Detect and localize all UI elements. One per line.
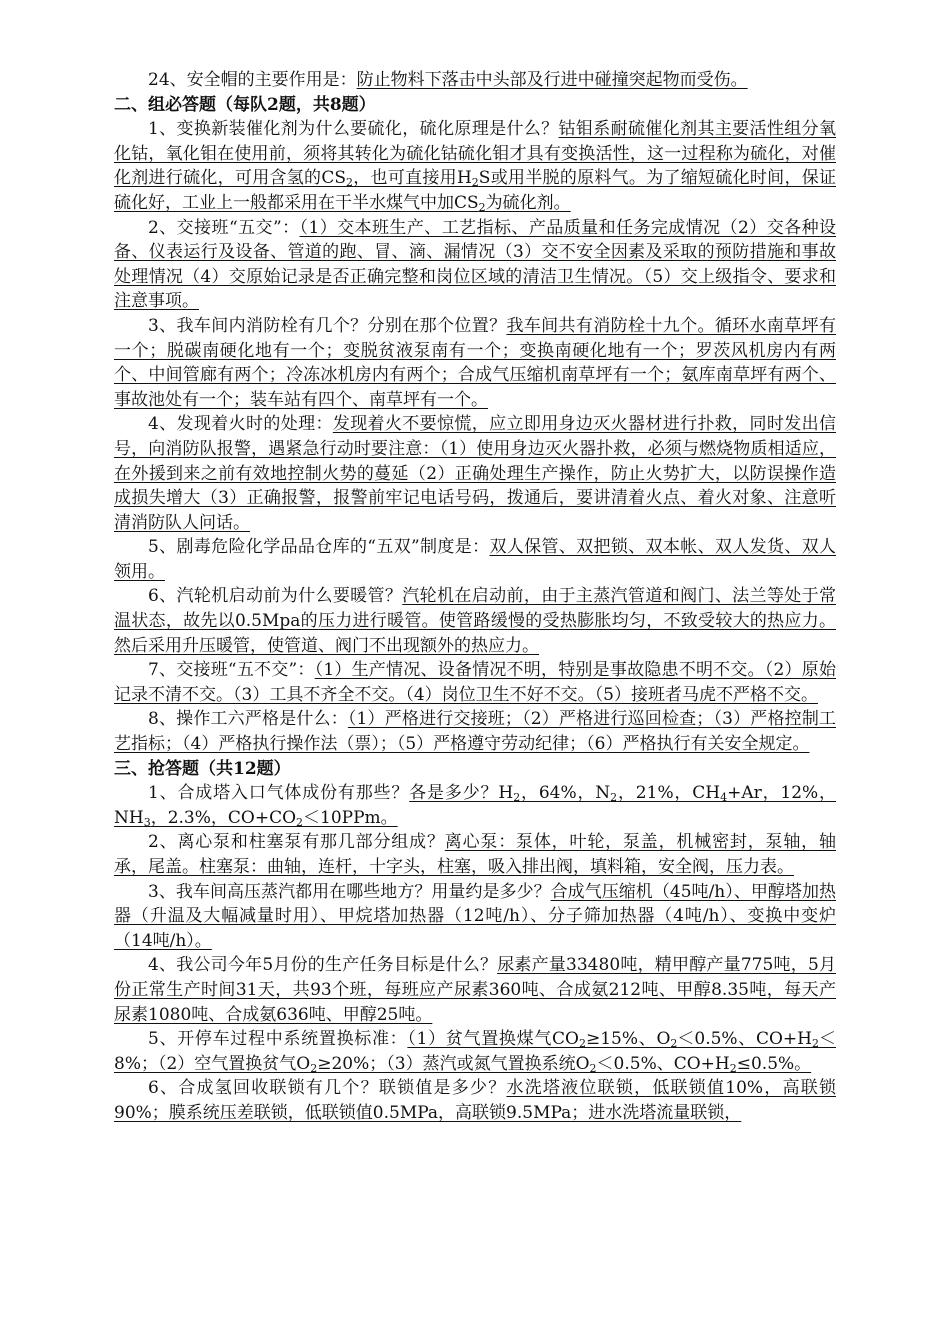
question-text: 5、开停车过程中系统置换标准： xyxy=(148,1029,408,1050)
answer-part: ＜8%；（2）空气置换贫气O xyxy=(114,1029,837,1074)
s2-question-8 xyxy=(114,707,836,756)
question-24 xyxy=(114,68,836,93)
answer-part: ，21%，CH xyxy=(617,783,721,804)
answer-part: 各是多少？H xyxy=(409,783,514,804)
answer-part: ≤0.5%。 xyxy=(736,1053,812,1074)
answer-text: （1）严格进行交接班；（2）严格进行巡回检查；（3）严格控制工艺指标；（4）严格执行操作法（票）；（5）严格遵守劳动纪律；（6）严格执行有关安全规定。 xyxy=(114,709,836,755)
answer-text: 我车间共有消防栓十九个。循环水南草坪有一个；脱碳南硬化地有一个；变脱贫液泵南有一个；变换南硬化地有一个；罗茨风机房内有两个、中间管廊有两个；冷冻冰机房内有两个；合成气压缩机南草坪有一个；氨库南草坪有两个、事故池处有一个；装车站有四个、南草坪有一个。 xyxy=(114,315,836,410)
answer-part: ＜10PPm。 xyxy=(303,807,398,828)
answer-text: 双人保管、双把锁、双本帐、双人发货、双人领用。 xyxy=(114,537,837,582)
answer-text: （1）交本班生产、工艺指标、产品质量和任务完成情况（2）交各种设备、仪表运行及设备、管道的跑、冒、滴、漏情况（3）交不安全因素及采取的预防措施和事故处理情况（4）交原始记录是否正确完整和岗位区域的清洁卫生情况。（5）交上级指令、要求和注意事项。 xyxy=(114,217,836,312)
subscript: 2 xyxy=(296,815,304,829)
s2-question-5 xyxy=(114,535,836,584)
subscript: 2 xyxy=(579,1037,586,1051)
answer-text: 柱塞泵：曲轴，连杆，十字头，柱塞，吸入排出阀，填料箱，安全阀，压力表。 xyxy=(199,857,794,877)
question-text: 5、剧毒危险化学品品仓库的“五双”制度是： xyxy=(148,537,490,558)
s3-question-6 xyxy=(114,1076,836,1125)
answer-part: ，2.3%，CO+CO xyxy=(150,807,297,828)
question-text: 1、变换新装催化剂为什么要硫化，硫化原理是什么？ xyxy=(148,119,559,140)
answer-part: （1）贫气置换煤气CO xyxy=(407,1029,579,1050)
subscript: 4 xyxy=(720,791,728,805)
section-3-heading: 三、抢答题（共12题） xyxy=(114,758,291,779)
question-text: 7、交接班“五不交”： xyxy=(148,660,315,681)
subscript: 2 xyxy=(729,1061,737,1075)
answer-part: +Ar，12%，NH xyxy=(114,783,837,828)
answer-part: ≥20%；（3）蒸汽或氮气置换系统O xyxy=(317,1053,590,1074)
subscript: 2 xyxy=(589,1061,597,1075)
subscript: 3 xyxy=(143,815,151,829)
question-text: 4、发现着火时的处理： xyxy=(148,414,333,435)
subscript: 2 xyxy=(471,176,479,190)
answer-part: ，64%，N xyxy=(520,783,611,804)
question-text: 6、汽轮机启动前为什么要暖管？ xyxy=(148,586,403,607)
answer-text: 尿素产量33480吨，精甲醇产量775吨，5月份正常生产时间31天，共93个班，每班应产尿素360吨、合成氨212吨、甲醇8.35吨，每天产尿素1080吨、合成氨636吨、甲醇25吨。 xyxy=(114,955,836,1025)
answer-part: ＜0.5%、CO+H xyxy=(596,1053,730,1074)
s3-question-2 xyxy=(114,830,836,879)
question-text: 3、我车间内消防栓有几个？分别在那个位置？ xyxy=(148,315,507,336)
answer-part: 为硫化剂。 xyxy=(485,192,571,213)
question-text: 6、合成氢回收联锁有几个？联锁值是多少？ xyxy=(148,1078,507,1099)
s2-question-4 xyxy=(114,412,836,535)
answer-text: 合成气压缩机（45吨/h）、甲醇塔加热器（升温及大幅减量时用）、甲烷塔加热器（12吨/h）、分子筛加热器（4吨/h）、变换中变炉（14吨/h）。 xyxy=(114,881,836,951)
question-text: 2、交接班“五交”： xyxy=(148,217,300,238)
s3-question-4 xyxy=(114,953,836,1027)
document-page xyxy=(114,68,836,1126)
answer-text: 离心泵：泵体，叶轮，泵盖，机械密封，泵轴，轴承，尾盖。 xyxy=(114,832,836,877)
answer-text: 防止物料下落击中头部及行进中碰撞突起物而受伤。 xyxy=(356,70,748,90)
question-text: 4、我公司今年5月份的生产任务目标是什么？ xyxy=(148,955,498,976)
subscript: 2 xyxy=(478,200,486,214)
answer-text: （1）生产情况、设备情况不明，特别是事故隐患不明不交。（2）原始记录不清不交。（3）工具不齐全不交。（4）岗位卫生不好不交。（5）接班者马虎不严格不交。 xyxy=(114,660,836,705)
s2-question-6 xyxy=(114,584,836,658)
answer-text: 水洗塔液位联锁，低联锁值10%，高联锁90%；膜系统压差联锁，低联锁值0.5MPa，高联锁9.5MPa；进水洗塔流量联锁， xyxy=(114,1078,836,1123)
subscript: 2 xyxy=(346,176,353,190)
question-text: 3、我车间高压蒸汽都用在哪些地方？用量约是多少？ xyxy=(148,881,551,902)
subscript: 2 xyxy=(670,1037,678,1051)
subscript: 2 xyxy=(812,1037,820,1051)
s2-question-1 xyxy=(114,117,836,215)
s3-question-1 xyxy=(114,781,836,830)
subscript: 2 xyxy=(310,1061,318,1075)
answer-part: S或用半脱的原料气。为了缩短硫化时间，保证硫化好，工业上一般都采用在干半水煤气中加CS xyxy=(114,168,836,213)
question-text: 2、离心泵和柱塞泵有那几部分组成？ xyxy=(148,832,445,853)
answer-part: ≥15%、O xyxy=(586,1029,671,1050)
answer-part: ＜0.5%、CO+H xyxy=(677,1029,813,1050)
answer-part: ，也可直接用H xyxy=(353,168,472,189)
s3-question-5 xyxy=(114,1027,836,1076)
s2-question-3 xyxy=(114,314,836,412)
question-text: 8、操作工六严格是什么： xyxy=(148,709,348,730)
subscript: 2 xyxy=(610,791,618,805)
question-text: 24、安全帽的主要作用是： xyxy=(148,70,357,90)
subscript: 2 xyxy=(513,791,521,805)
answer-part: 钴钼系耐硫催化剂其主要活性组分氧化钴，氧化钼在使用前，须将其转化为硫化钴硫化钼才具有变换活性，这一过程称为硫化，对催化剂进行硫化，可用含氢的CS xyxy=(114,119,836,189)
answer-text: 汽轮机在启动前，由于主蒸汽管道和阀门、法兰等处于常温状态，故先以0.5Mpa的压力进行暖管。使管路缓慢的受热膨胀均匀，不致受较大的热应力。然后采用升压暖管，使管道、阀门不出现额外的热应力。 xyxy=(114,586,837,656)
s3-question-3 xyxy=(114,880,836,954)
section-2-heading: 二、组必答题（每队2题，共8题） xyxy=(114,94,376,115)
answer-text: 发现着火不要惊慌，应立即用身边灭火器材进行扑救，同时发出信号，向消防队报警，遇紧急行动时要注意：（1）使用身边灭火器扑救，必须与燃烧物质相适应，在外援到来之前有效地控制火势的蔓延（2）正确处理生产操作，防止火势扩大，以防误操作造成损失增大（3）正确报警，报警前牢记电话号码，拨通后，要讲清着火点、着火对象、注意听清消防队人问话。 xyxy=(114,414,837,533)
s2-question-2 xyxy=(114,216,836,314)
s2-question-7 xyxy=(114,658,836,707)
question-text: 1、合成塔入口气体成份有那些？ xyxy=(148,783,410,804)
